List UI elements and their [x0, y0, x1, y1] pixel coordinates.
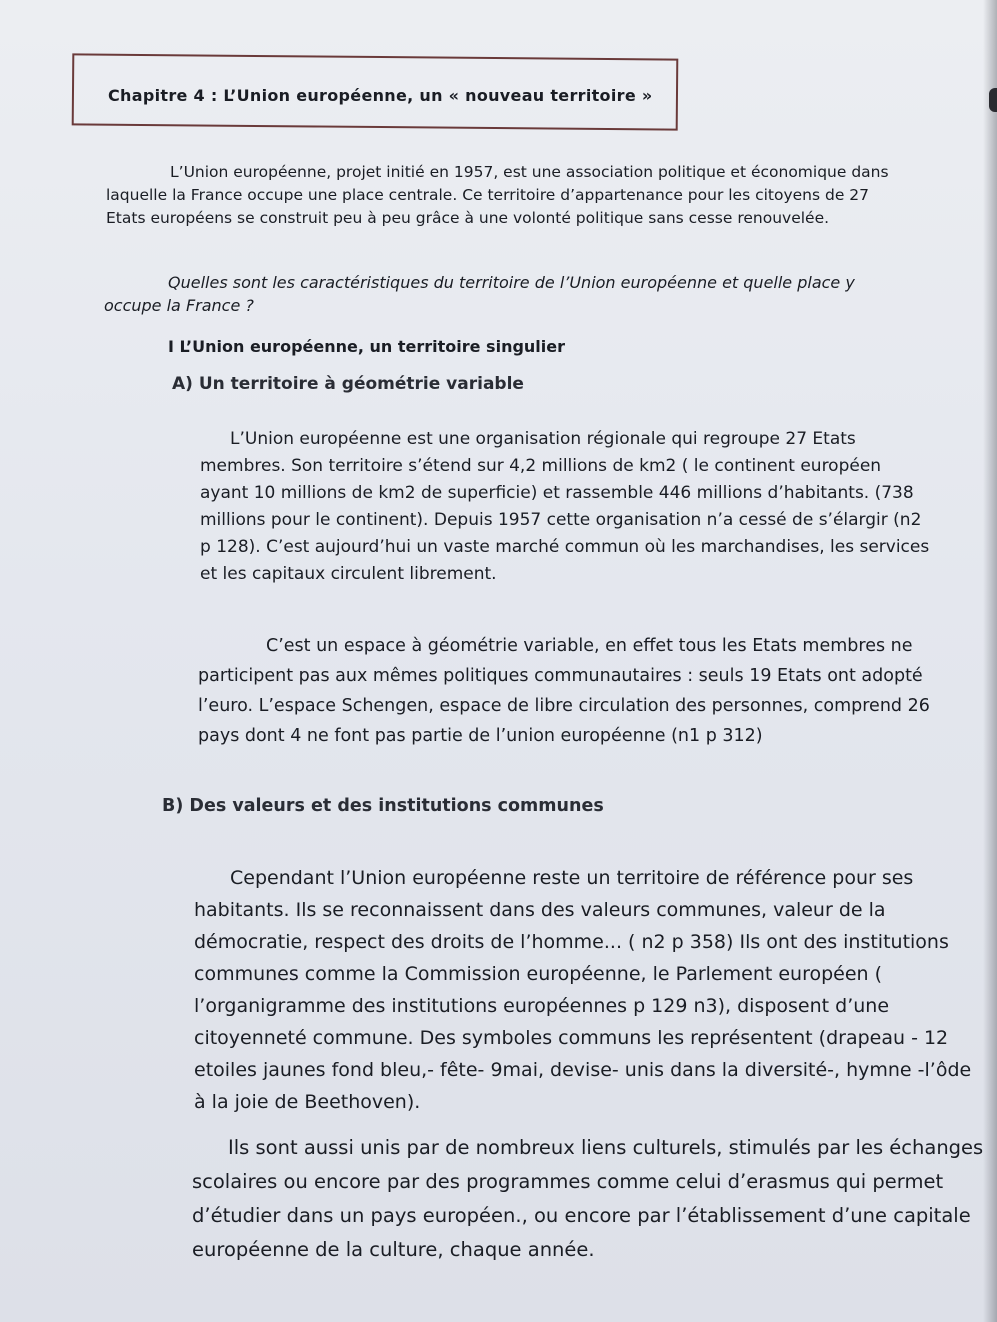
problem-question: Quelles sont les caractéristiques du territoire de l’Union européenne et quelle place y occupe la France ? [104, 273, 855, 315]
subsection-a-heading: A) Un territoire à géométrie variable [172, 374, 524, 394]
paragraph-text: L’Union européenne est une organisation régionale qui regroupe 27 Etats membres. Son territoire s’étend sur 4,2 millions de km2 ( le continent européen ayant 10 millions de km2 de superficie) et rassemble 446 millions d’habitants. (738 millions pour le continent). Depuis 1957 cette organisation n’a cessé de s’élargir (n2 p 128). C’est aujourd’hui un vaste marché commun où les marchandises, les services et les capitaux circulent librement. [200, 429, 930, 584]
subsection-b-paragraph-2 [192, 1131, 987, 1267]
chapter-title: Chapitre 4 : L’Union européenne, un « nouveau territoire » [108, 86, 653, 105]
binder-ring [989, 88, 997, 112]
problem-question-paragraph [104, 271, 904, 317]
section-1-heading: I L’Union européenne, un territoire singulier [168, 337, 566, 356]
subsection-b-paragraph-1 [194, 862, 984, 1118]
subsection-b-heading: B) Des valeurs et des institutions communes [162, 796, 604, 816]
subsection-a-paragraph-2 [198, 631, 938, 751]
page-edge-shadow [983, 0, 997, 1322]
paragraph-text: Cependant l’Union européenne reste un territoire de référence pour ses habitants. Ils se reconnaissent dans des valeurs communes, valeur de la démocratie, respect des droits de l’homme... ( n2 p 358) Ils ont des institutions communes comme la Commission européenne, le Parlement européen ( l’organigramme des institutions européennes p 129 n3), disposent d’une citoyenneté commune. Des symboles communs les représentent (drapeau - 12 etoiles jaunes fond bleu,- fête- 9mai, devise- unis dans la diversité-, hymne -l’ôde à la joie de Beethoven). [194, 867, 972, 1113]
intro-paragraph [106, 161, 896, 230]
intro-text: L’Union européenne, projet initié en 1957, est une association politique et économique dans laquelle la France occupe une place centrale. Ce territoire d’appartenance pour les citoyens de 27 Etats européens se construit peu à peu grâce à une volonté politique sans cesse renouvelée. [106, 163, 889, 227]
subsection-a-paragraph-1 [200, 426, 930, 588]
paragraph-text: Ils sont aussi unis par de nombreux liens culturels, stimulés par les échanges scolaires ou encore par des programmes comme celui d’erasmus qui permet d’étudier dans un pays européen., ou encore par l’établissement d’une capitale européenne de la culture, chaque année. [192, 1136, 984, 1261]
paragraph-text: C’est un espace à géométrie variable, en effet tous les Etats membres ne participent pas aux mêmes politiques communautaires : seuls 19 Etats ont adopté l’euro. L’espace Schengen, espace de libre circulation des personnes, comprend 26 pays dont 4 ne font pas partie de l’union européenne (n1 p 312) [198, 636, 930, 746]
